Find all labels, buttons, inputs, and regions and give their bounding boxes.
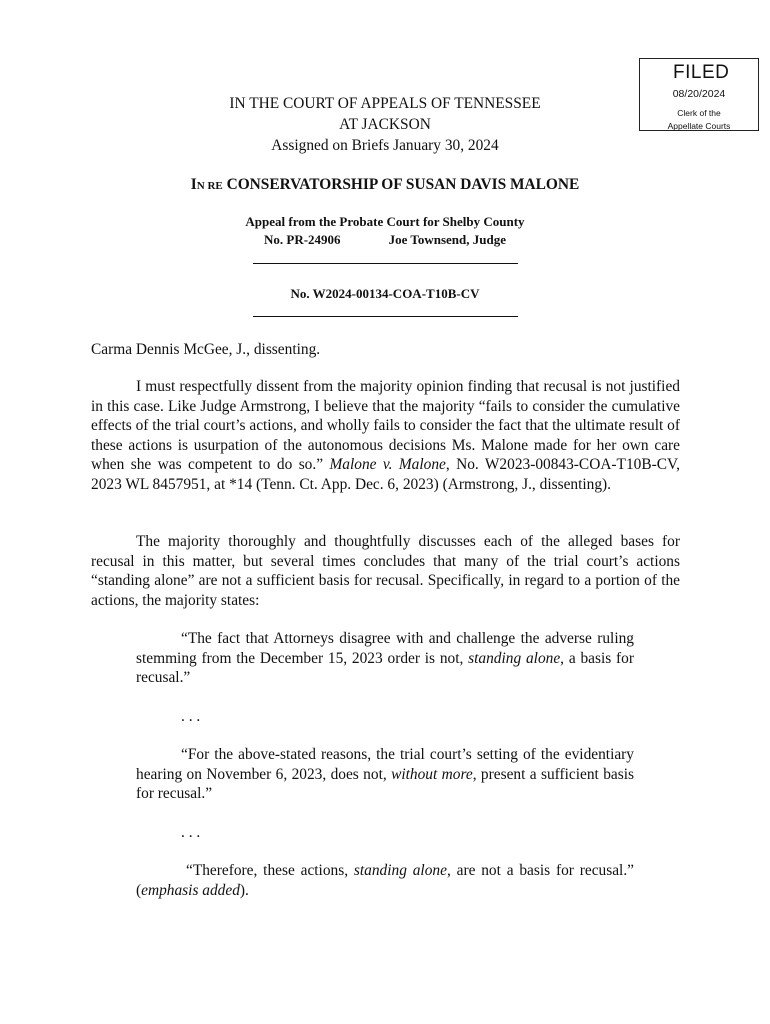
quote-2-post: , present a sufficient basis for recusal.” [136,765,634,803]
case-title-small-caps: N RE [196,180,223,192]
paragraph-2 [91,532,680,610]
assigned-date: Assigned on Briefs January 30, 2024 [271,137,499,154]
appeal-from: Appeal from the Probate Court for Shelby County [245,214,525,229]
divider-top [253,263,518,264]
lower-court-line [0,231,770,248]
ellipsis-2: . . . [181,824,201,841]
filed-stamp-courts: Appellate Courts [667,121,731,131]
paragraph-1 [91,377,680,495]
paragraph-2-text: The majority thoroughly and thoughtfully discusses each of the alleged bases for recusal in this matter, but several times concludes that many of the trial court’s actions “standing alone” are not a sufficient basis for recusal. Specifically, in regard to a portion of the actions, the majority states: [91,533,680,609]
quote-3-pre: “Therefore, these actions, [186,862,354,879]
lower-court-number: No. PR-24906 [264,232,341,247]
quote-3-italic: standing alone [353,862,447,879]
block-quote-2 [136,745,634,804]
paragraph-1-text: I must respectfully dissent from the majority opinion finding that recusal is not justified in this case. Like Judge Armstrong, I believe that the majority “fails to consider the cumulative effects of the trial court’s actions, and wholly fails to consider the fact that the ultimate result of these actions is usurpation of the autonomous decisions Ms. Malone made for her own care when she was competent to do so.” [91,378,680,474]
paragraph-1-citation-rest: , No. W2023-00843-COA-T10B-CV, 2023 WL 8457951, at *14 (Tenn. Ct. App. Dec. 6, 2023) (Armstrong, J., dissenting). [91,456,680,493]
trial-judge: Joe Townsend, Judge [388,232,506,247]
quote-1-post: , a basis for recusal.” [136,649,634,687]
case-title-rest: CONSERVATORSHIP OF SUSAN DAVIS MALONE [222,176,580,193]
filed-stamp-clerk: Clerk of the [677,108,721,118]
filed-stamp-title: FILED [673,62,730,83]
block-quote-1 [136,629,634,688]
court-location: AT JACKSON [339,116,431,133]
case-title-cap: I [190,176,197,193]
block-quote-3 [136,861,634,900]
docket-number: No. W2024-00134-COA-T10B-CV [290,286,480,301]
paragraph-1-citation-case: Malone v. Malone [329,456,446,474]
quote-3-post: ). [239,881,249,899]
quote-1-pre: “The fact that Attorneys disagree with and challenge the adverse ruling stemming from the December 15, 2023 order is not, [136,630,634,667]
quote-3-emphasis: emphasis added [141,881,240,899]
author-line: Carma Dennis McGee, J., dissenting. [91,341,321,358]
divider-bottom [253,316,518,317]
filed-stamp-date: 08/20/2024 [672,88,726,100]
case-title [0,175,770,196]
ellipsis-1: . . . [181,708,201,725]
quote-3-mid: , are not a basis for recusal.” ( [136,862,635,899]
quote-2-pre: “For the above-stated reasons, the trial court’s setting of the evidentiary hearing on November 6, 2023, does not, [136,746,634,783]
quote-2-italic: without more [391,765,473,783]
quote-1-italic: standing alone [468,649,561,667]
court-name: IN THE COURT OF APPEALS OF TENNESSEE [229,95,541,112]
